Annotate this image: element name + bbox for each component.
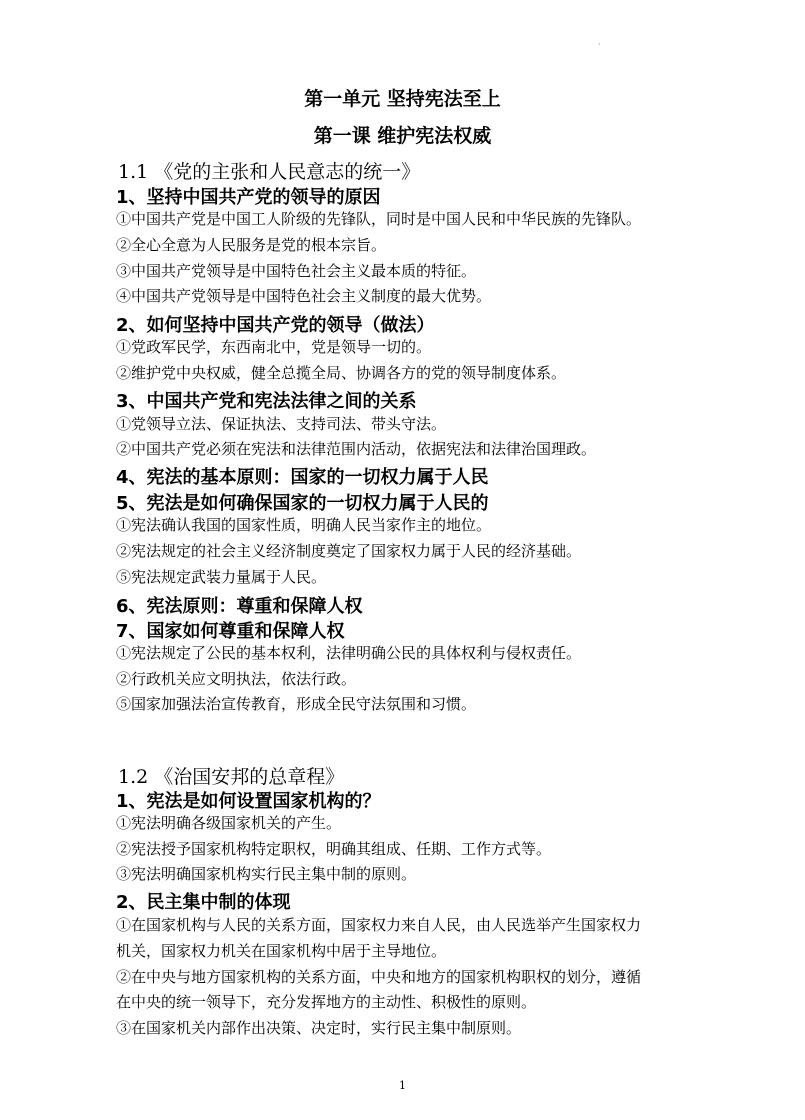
item-line: ③中国共产党领导是中国特色社会主义最本质的特征。 <box>116 262 477 280</box>
item-title: 5、宪法是如何确保国家的一切权力属于人民的 <box>116 493 489 514</box>
item-line: ⑤国家加强法治宣传教育，形成全民守法氛围和习惯。 <box>116 695 477 713</box>
item-line: ②中国共产党必须在宪法和法律范围内活动，依据宪法和法律治国理政。 <box>116 440 597 458</box>
item-line: ①党政军民学，东西南北中，党是领导一切的。 <box>116 338 432 356</box>
page-number: 1 <box>399 1079 406 1092</box>
item-title: 7、国家如何尊重和保障人权 <box>116 621 345 642</box>
item-title: 1、宪法是如何设置国家机构的？ <box>116 791 381 812</box>
item-line: ②宪法授予国家机构特定职权，明确其组成、任期、工作方式等。 <box>116 840 552 858</box>
item-title: 2、民主集中制的体现 <box>116 892 291 913</box>
item-line: ②宪法规定的社会主义经济制度奠定了国家权力属于人民的经济基础。 <box>116 542 582 560</box>
item-line: ①宪法明确各级国家机关的产生。 <box>116 814 342 832</box>
section-heading: 1.1 《党的主张和人民意志的统一》 <box>118 161 421 183</box>
item-line: ①党领导立法、保证执法、支持司法、带头守法。 <box>116 415 447 433</box>
item-line: ②行政机关应文明执法，依法行政。 <box>116 670 357 688</box>
item-line: ④中国共产党领导是中国特色社会主义制度的最大优势。 <box>116 287 492 305</box>
item-line: ③在国家机关内部作出决策、决定时，实行民主集中制原则。 <box>116 1019 522 1037</box>
item-line: ②维护党中央权威，健全总揽全局、协调各方的党的领导制度体系。 <box>116 364 567 382</box>
corner-mark: · <box>598 40 601 49</box>
item-line: ①在国家机构与人民的关系方面，国家权力来自人民，由人民选举产生国家权力 <box>116 916 642 934</box>
item-line: ①宪法规定了公民的基本权利，法律明确公民的具体权利与侵权责任。 <box>116 644 582 662</box>
item-line: ②全心全意为人民服务是党的根本宗旨。 <box>116 236 387 254</box>
item-line: ⑤宪法规定武装力量属于人民。 <box>116 568 327 586</box>
item-line: ①中国共产党是中国工人阶级的先锋队，同时是中国人民和中华民族的先锋队。 <box>116 210 642 228</box>
item-title: 3、中国共产党和宪法法律之间的关系 <box>116 391 417 412</box>
section-heading: 1.2 《治国安邦的总章程》 <box>118 766 345 788</box>
item-title: 4、宪法的基本原则：国家的一切权力属于人民 <box>116 467 489 488</box>
item-line: ②在中央与地方国家机构的关系方面，中央和地方的国家机构职权的划分，遵循 <box>116 968 642 986</box>
item-title: 2、如何坚持中国共产党的领导（做法） <box>116 315 435 336</box>
item-line: 机关，国家权力机关在国家机构中居于主导地位。 <box>116 942 447 960</box>
item-title: 1、坚持中国共产党的领导的原因 <box>116 187 381 208</box>
item-line: ③宪法明确国家机构实行民主集中制的原则。 <box>116 865 417 883</box>
item-line: ①宪法确认我国的国家性质，明确人民当家作主的地位。 <box>116 516 492 534</box>
unit-title: 第一单元 坚持宪法至上 <box>304 88 501 110</box>
item-title: 6、宪法原则：尊重和保障人权 <box>116 596 363 617</box>
lesson-title: 第一课 维护宪法权威 <box>313 125 492 147</box>
item-line: 在中央的统一领导下，充分发挥地方的主动性、积极性的原则。 <box>116 993 537 1011</box>
